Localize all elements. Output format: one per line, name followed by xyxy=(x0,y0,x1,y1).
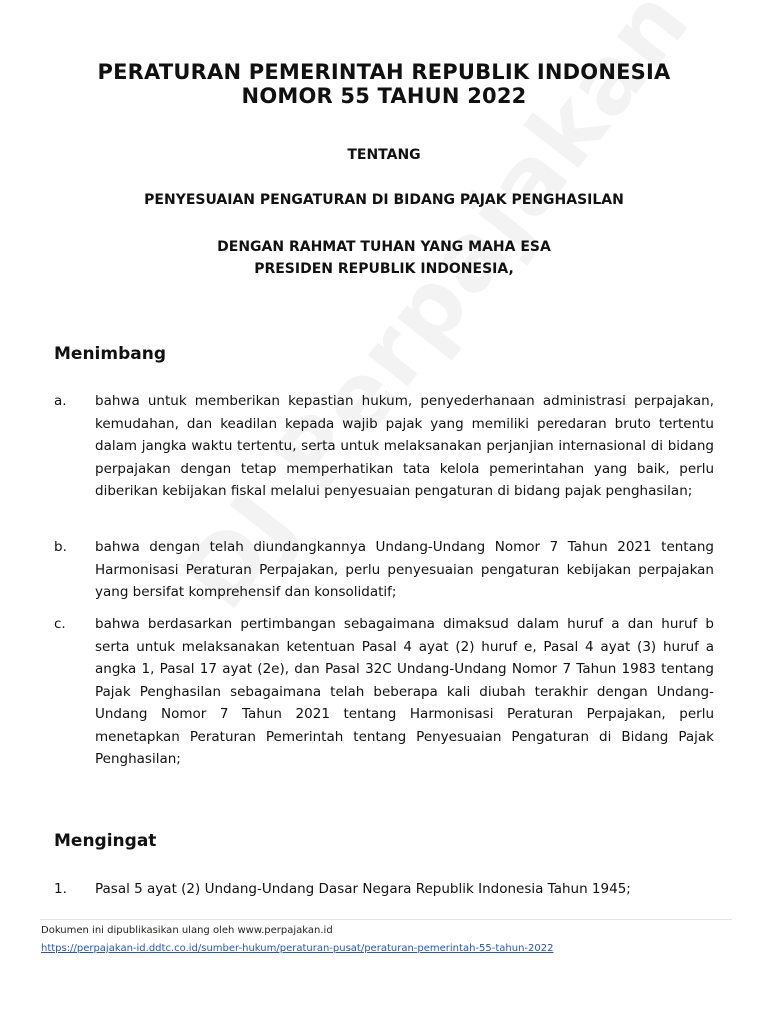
item-text: Pasal 5 ayat (2) Undang-Undang Dasar Negara Republik Indonesia Tahun 1945; xyxy=(95,881,631,897)
mengingat-item-1 xyxy=(54,878,714,901)
title-line-1: PERATURAN PEMERINTAH REPUBLIK INDONESIA xyxy=(97,60,671,84)
mengingat-heading: Mengingat xyxy=(54,831,157,851)
source-link[interactable]: https://perpajakan-id.ddtc.co.id/sumber-hukum/peraturan-pusat/peraturan-pemerintah-55-tahun-2022 xyxy=(41,943,554,954)
menimbang-heading: Menimbang xyxy=(54,344,167,364)
regulation-subject: PENYESUAIAN PENGATURAN DI BIDANG PAJAK PENGHASILAN xyxy=(144,192,624,208)
item-marker: 1. xyxy=(54,881,67,897)
item-text: bahwa untuk memberikan kepastian hukum, penyederhanaan administrasi perpajakan, kemudahan, dan keadilan kepada wajib pajak yang memiliki peredaran bruto tertentu dalam jangka waktu tertentu, serta untuk melaksanakan perjanjian internasional di bidang perpajakan dengan tetap memperhatikan tata kelola pemerintahan yang baik, perlu diberikan kebijakan fiskal melalui penyesuaian pengaturan di bidang pajak penghasilan; xyxy=(95,393,714,499)
item-marker: a. xyxy=(54,393,67,409)
item-text: bahwa dengan telah diundangkannya Undang-Undang Nomor 7 Tahun 2021 tentang Harmonisasi Peraturan Perpajakan, perlu penyesuaian pengaturan kebijakan perpajakan yang bersifat komprehensif dan konsolidatif; xyxy=(95,539,714,600)
menimbang-item-a xyxy=(54,390,714,503)
title-line-2: NOMOR 55 TAHUN 2022 xyxy=(241,84,527,108)
tentang-heading: TENTANG xyxy=(347,147,421,163)
item-marker: c. xyxy=(54,616,66,632)
menimbang-item-c xyxy=(54,613,714,771)
regulation-title xyxy=(0,60,768,108)
presiden-line: PRESIDEN REPUBLIK INDONESIA, xyxy=(254,261,514,277)
rahmat-line: DENGAN RAHMAT TUHAN YANG MAHA ESA xyxy=(217,239,551,255)
menimbang-item-b xyxy=(54,536,714,604)
preamble-heading xyxy=(0,236,768,280)
item-marker: b. xyxy=(54,539,67,555)
footer-publisher-note: Dokumen ini dipublikasikan ulang oleh www.perpajakan.id xyxy=(41,925,333,936)
item-text: bahwa berdasarkan pertimbangan sebagaimana dimaksud dalam huruf a dan huruf b serta untuk melaksanakan ketentuan Pasal 4 ayat (2) huruf e, Pasal 4 ayat (3) huruf a angka 1, Pasal 17 ayat (2e), dan Pasal 32C Undang-Undang Nomor 7 Tahun 1983 tentang Pajak Penghasilan sebagaimana telah beberapa kali diubah terakhir dengan Undang-Undang Nomor 7 Tahun 2021 tentang Harmonisasi Peraturan Perpajakan, perlu menetapkan Peraturan Pemerintah tentang Penyesuaian Pengaturan di Bidang Pajak Penghasilan; xyxy=(95,616,714,767)
footer-divider xyxy=(40,919,732,920)
